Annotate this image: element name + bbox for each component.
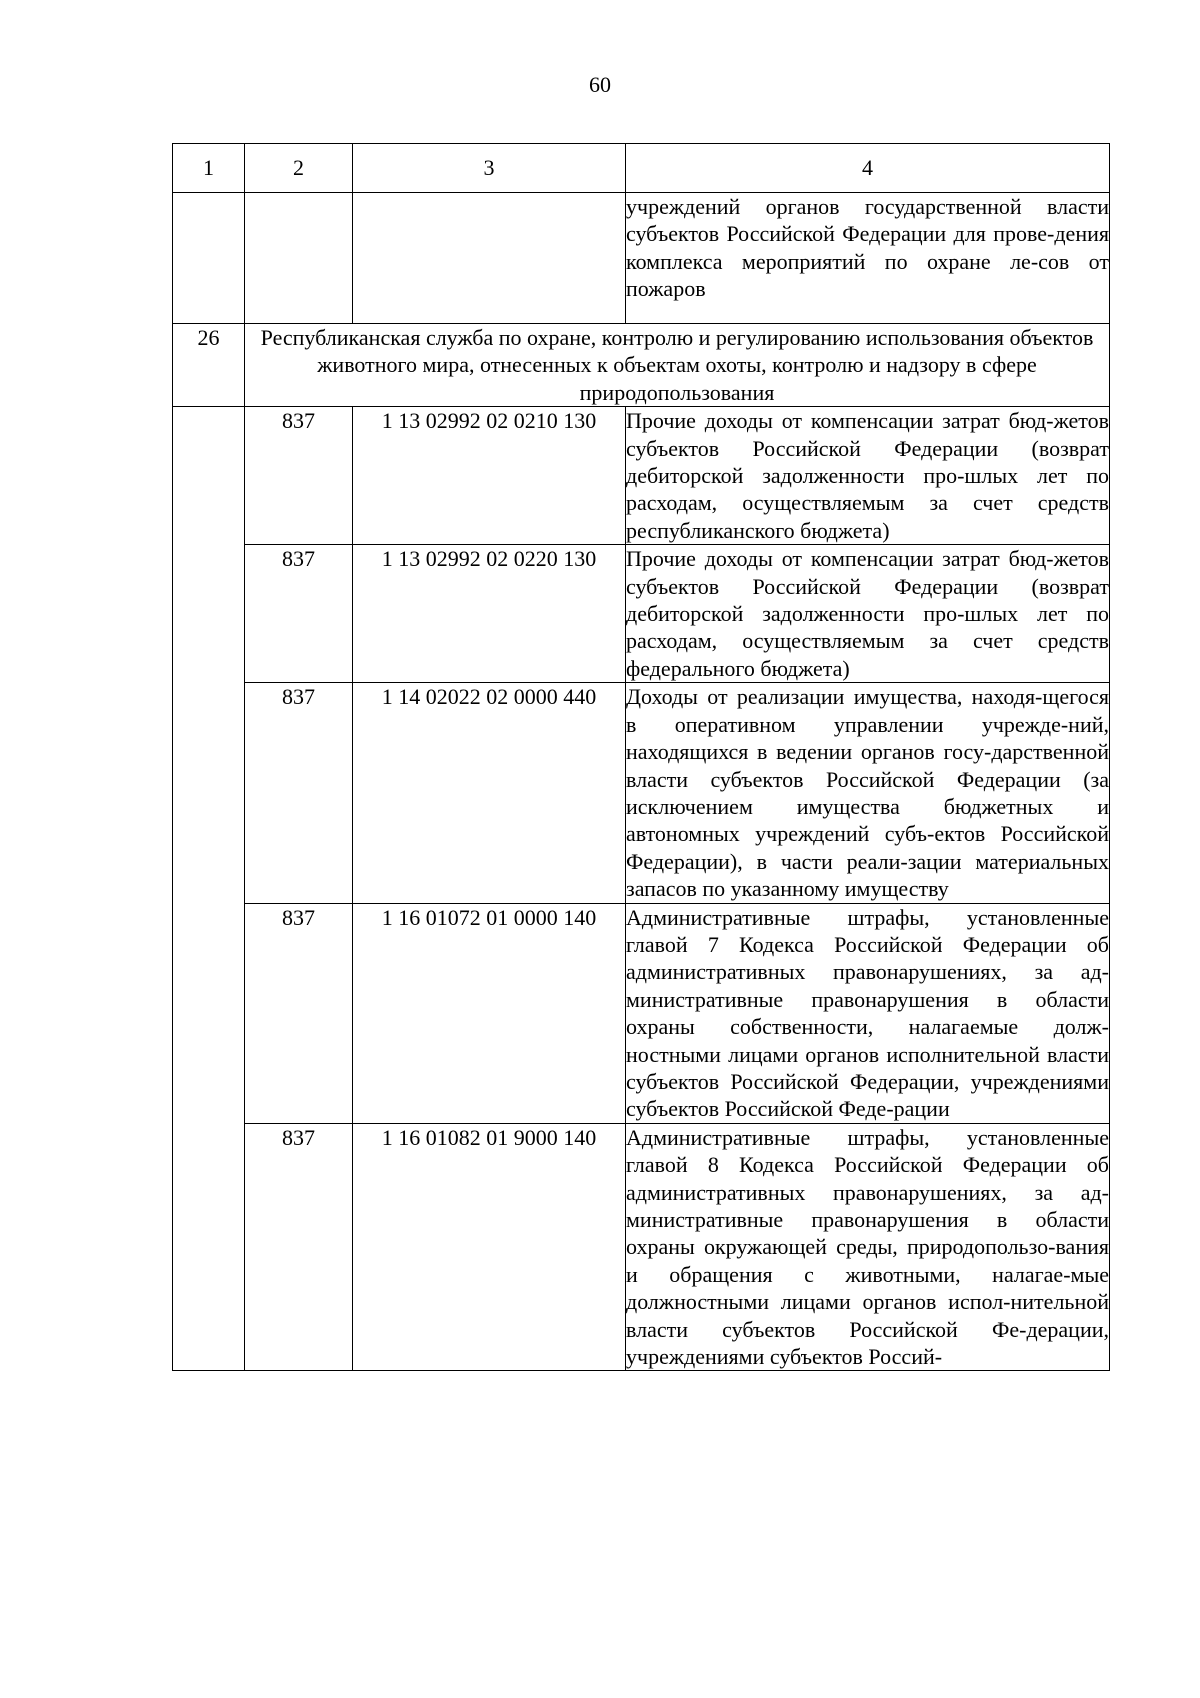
table-row	[173, 683, 1110, 903]
page-number: 60	[589, 72, 611, 97]
revenue-description: Прочие доходы от компенсации затрат бюд-жетов субъектов Российской Федерации (возврат дебиторской задолженности про-шлых лет по расходам, осуществляемым за счет средств федерального бюджета)	[626, 546, 1109, 681]
empty-merged-cell	[173, 407, 245, 1371]
revenue-code: 1 13 02992 02 0220 130	[353, 545, 626, 683]
revenue-code: 1 13 02992 02 0210 130	[353, 407, 626, 545]
section-number: 26	[173, 324, 245, 407]
admin-code: 837	[245, 407, 353, 545]
header-cell-2: 2	[245, 144, 353, 193]
table-row	[173, 545, 1110, 683]
table-row	[173, 903, 1110, 1123]
admin-code: 837	[245, 903, 353, 1123]
section-title: Республиканская служба по охране, контролю и регулированию использования объектов животного мира, отнесенных к объектам охоты, контролю и надзору в сфере природопользования	[245, 324, 1110, 407]
revenue-description: Административные штрафы, установленные главой 7 Кодекса Российской Федерации об административных правонарушениях, за ад-министративные правонарушения в области охраны собственности, налагаемые долж-ностными лицами органов исполнительной власти субъектов Российской Федерации, учреждениями субъектов Российской Феде-рации	[626, 904, 1109, 1122]
empty-cell	[245, 193, 353, 324]
header-cell-3: 3	[353, 144, 626, 193]
admin-code: 837	[245, 683, 353, 903]
empty-cell	[353, 193, 626, 324]
revenue-codes-table	[172, 143, 1110, 1371]
revenue-description: Административные штрафы, установленные главой 8 Кодекса Российской Федерации об административных правонарушениях, за ад-министративные правонарушения в области охраны окружающей среды, природопользо-вания и обращения с животными, налагае-мые должностными лицами органов испол-нительной власти субъектов Российской Фе-дерации, учреждениями субъектов Россий-	[626, 1124, 1109, 1370]
section-row	[173, 324, 1110, 407]
revenue-code: 1 16 01072 01 0000 140	[353, 903, 626, 1123]
continuation-row	[173, 193, 1110, 324]
continuation-description: учреждений органов государственной власти субъектов Российской Федерации для прове-дения комплекса мероприятий по охране ле-сов от пожаров	[626, 193, 1110, 324]
table-row	[173, 407, 1110, 545]
revenue-code: 1 14 02022 02 0000 440	[353, 683, 626, 903]
admin-code: 837	[245, 545, 353, 683]
empty-cell	[173, 193, 245, 324]
revenue-description: Прочие доходы от компенсации затрат бюд-жетов субъектов Российской Федерации (возврат дебиторской задолженности про-шлых лет по расходам, осуществляемым за счет средств республиканского бюджета)	[626, 408, 1109, 543]
revenue-code: 1 16 01082 01 9000 140	[353, 1123, 626, 1371]
admin-code: 837	[245, 1123, 353, 1371]
header-cell-4: 4	[626, 144, 1110, 193]
header-cell-1: 1	[173, 144, 245, 193]
table-row	[173, 1123, 1110, 1371]
table-header-row	[173, 144, 1110, 193]
revenue-description: Доходы от реализации имущества, находя-щегося в оперативном управлении учрежде-ний, находящихся в ведении органов госу-дарственной власти субъектов Российской Федерации (за исключением имущества бюджетных и автономных учреждений субъ-ектов Российской Федерации), в части реали-зации материальных запасов по указанному имуществу	[626, 684, 1109, 902]
